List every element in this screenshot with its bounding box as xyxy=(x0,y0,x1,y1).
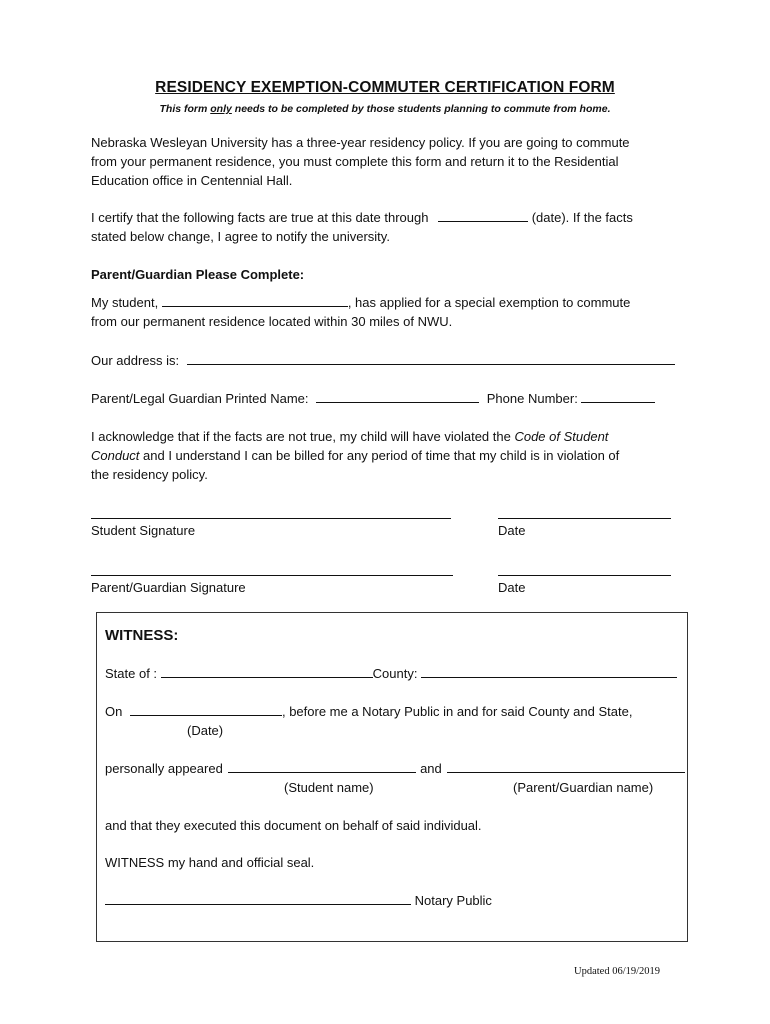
intro-line-3: Education office in Centennial Hall. xyxy=(91,173,293,188)
student-signature-label: Student Signature xyxy=(91,523,196,538)
parent-signature-label: Parent/Guardian Signature xyxy=(91,580,246,595)
student-date-line[interactable] xyxy=(498,518,671,519)
address-row: Our address is: xyxy=(91,351,675,370)
parent-signature-line[interactable] xyxy=(91,575,453,576)
student-name-caption: (Student name) xyxy=(284,780,374,795)
appeared-guardian-field[interactable] xyxy=(447,760,685,773)
student-line-2: from our permanent residence located within 30 miles of NWU. xyxy=(91,314,453,329)
parent-date-label: Date xyxy=(498,580,526,595)
student-line-1: My student, , has applied for a special exemption to commute xyxy=(91,295,631,310)
certify-date-field[interactable] xyxy=(438,209,528,222)
witness-title: WITNESS: xyxy=(105,627,179,644)
student-date-label: Date xyxy=(498,523,526,538)
phone-field[interactable] xyxy=(581,390,655,403)
notary-signature-field[interactable] xyxy=(105,892,411,905)
notary-row: Notary Public xyxy=(105,891,492,910)
seal-text: WITNESS my hand and official seal. xyxy=(105,855,315,870)
executed-text: and that they executed this document on behalf of said individual. xyxy=(105,818,482,833)
student-name-field[interactable] xyxy=(162,294,348,307)
guardian-name-field[interactable] xyxy=(316,390,479,403)
state-field[interactable] xyxy=(161,665,373,678)
on-date-row: On , before me a Notary Public in and for said County and State, xyxy=(105,704,633,719)
guardian-name-row: Parent/Legal Guardian Printed Name: Phone Number: xyxy=(91,389,655,408)
address-field[interactable] xyxy=(187,352,675,365)
intro-line-1: Nebraska Wesleyan University has a three-year residency policy. If you are going to commute xyxy=(91,135,630,150)
ack-line-2: Conduct and I understand I can be billed for any period of time that my child is in violation of xyxy=(91,448,620,463)
guardian-name-caption: (Parent/Guardian name) xyxy=(513,780,654,795)
date-caption: (Date) xyxy=(187,723,224,738)
certify-line-1: I certify that the following facts are true at this date through (date). If the facts xyxy=(91,210,633,225)
ack-line-1: I acknowledge that if the facts are not true, my child will have violated the Code of Student xyxy=(91,429,609,444)
intro-line-2: from your permanent residence, you must complete this form and return it to the Residential xyxy=(91,154,619,169)
updated-date: Updated 06/19/2019 xyxy=(574,966,661,977)
parent-heading: Parent/Guardian Please Complete: xyxy=(91,267,305,282)
ack-line-3: the residency policy. xyxy=(91,467,208,482)
form-title: RESIDENCY EXEMPTION-COMMUTER CERTIFICATION FORM xyxy=(155,79,615,96)
county-field[interactable] xyxy=(421,665,677,678)
state-county-row: State of : County: xyxy=(105,664,677,683)
form-subtitle: This form only needs to be completed by those students planning to commute from home. xyxy=(159,103,611,115)
parent-date-line[interactable] xyxy=(498,575,671,576)
student-signature-line[interactable] xyxy=(91,518,451,519)
appeared-row: personally appeared and xyxy=(105,759,685,778)
notary-date-field[interactable] xyxy=(130,703,282,716)
appeared-student-field[interactable] xyxy=(228,760,416,773)
subtitle-emphasis: only xyxy=(210,103,232,115)
certify-line-2: stated below change, I agree to notify the university. xyxy=(91,229,390,244)
